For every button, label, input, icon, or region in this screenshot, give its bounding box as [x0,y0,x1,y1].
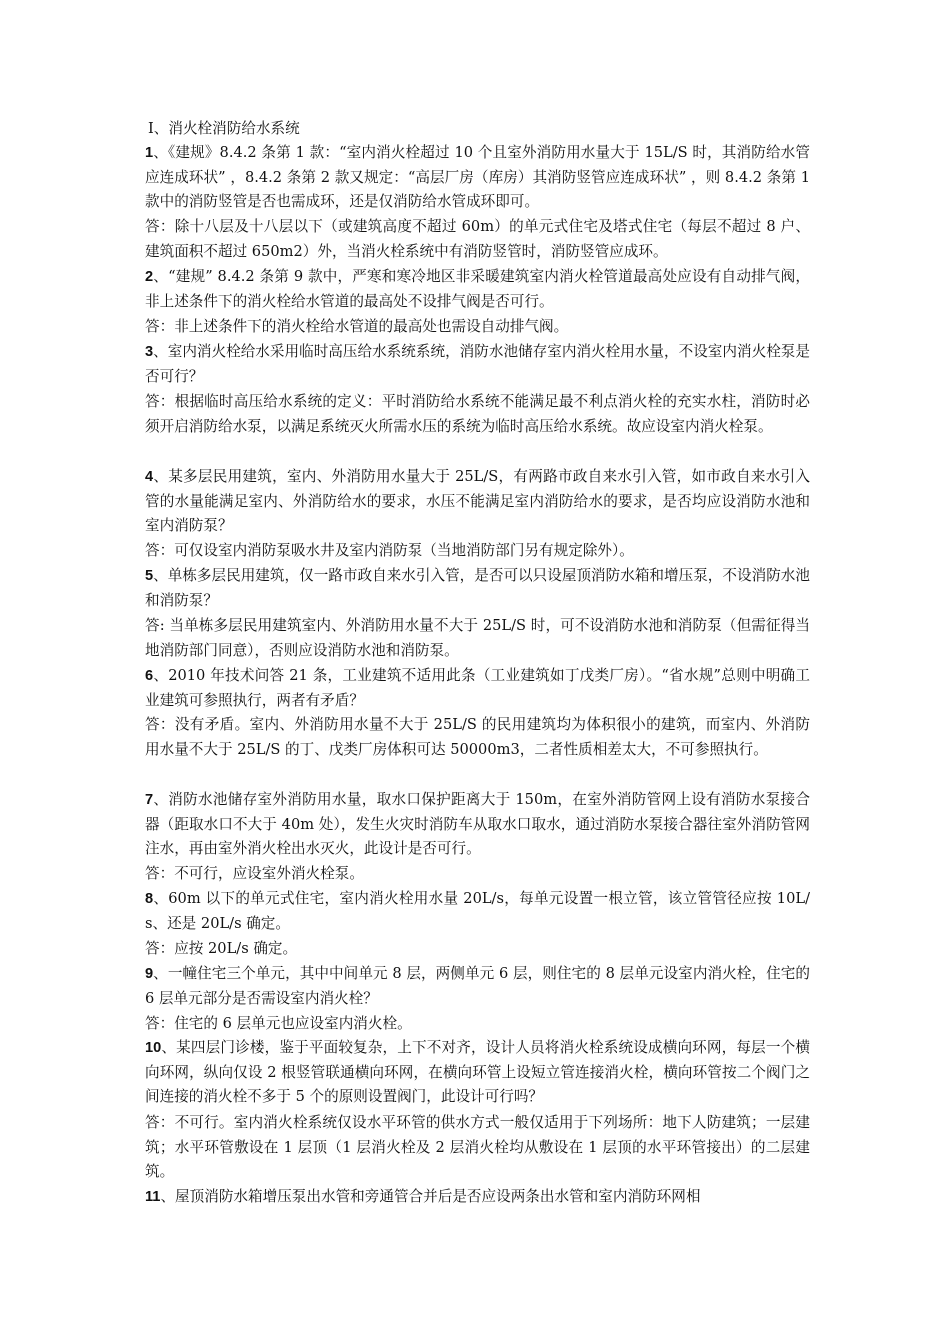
question-number: 8 [145,891,154,907]
answer-7: 答：不可行，应设室外消火栓泵。 [145,865,364,882]
question-number: 9 [145,966,154,982]
answer-6: 答：没有矛盾。室内、外消防用水量不大于 25L/S 的民用建筑均为体积很小的建筑，而室内、外消防用水量不大于 25L/S 的丁、戊类厂房体积可达 50000m3，二者性质相差太大，不可参照执行。 [145,716,810,758]
question-5 [145,564,810,613]
answer-2: 答：非上述条件下的消火栓给水管道的最高处也需设自动排气阀。 [145,318,569,335]
question-number: 5 [145,568,154,584]
question-number: 11 [145,1189,161,1205]
question-text: 、屋顶消防水箱增压泵出水管和旁通管合并后是否应设两条出水管和室内消防环网相 [160,1188,701,1205]
question-6 [145,664,810,713]
question-text: 、“建规” 8.4.2 条第 9 款中，严寒和寒冷地区非采暖建筑室内消火栓管道最高处应设有自动排气阀，非上述条件下的消火栓给水管道的最高处不设排气阀是否可行。 [145,268,810,310]
question-9 [145,962,810,1011]
question-text: 、单栋多层民用建筑，仅一路市政自来水引入管，是否可以只设屋顶消防水箱和增压泵，不设消防水池和消防泵？ [145,567,810,609]
question-number: 1 [145,145,154,161]
question-3 [145,340,810,389]
question-number: 2 [145,269,154,285]
question-11 [145,1185,810,1210]
question-text: 、60m 以下的单元式住宅，室内消火栓用水量 20L/s，每单元设置一根立管，该立管管径应按 10L/s、还是 20L/s 确定。 [145,890,810,932]
answer-10: 答：不可行。室内消火栓系统仅设水平环管的供水方式一般仅适用于下列场所：地下人防建筑；一层建筑；水平环管敷设在 1 层顶（1 层消火栓及 2 层消火栓均从敷设在 1 层顶的水平环管接出）的二层建筑。 [145,1114,810,1181]
answer-3: 答：根据临时高压给水系统的定义：平时消防给水系统不能满足最不利点消火栓的充实水柱，消防时必须开启消防给水泵，以满足系统灭火所需水压的系统为临时高压给水系统。故应设室内消火栓泵。 [145,393,810,435]
answer-9: 答：住宅的 6 层单元也应设室内消火栓。 [145,1015,412,1032]
question-number: 6 [145,668,154,684]
answer-1: 答：除十八层及十八层以下（或建筑高度不超过 60m）的单元式住宅及塔式住宅（每层不超过 8 户、建筑面积不超过 650m2）外，当消火栓系统中有消防竖管时，消防竖管应成环。 [145,218,810,260]
question-number: 10 [145,1040,162,1056]
question-text: 、某四层门诊楼，鉴于平面较复杂，上下不对齐，设计人员将消火栓系统设成横向环网，每层一个横向环网，纵向仅设 2 根竖管联通横向环网，在横向环管上设短立管连接消火栓，横向环管按二个阀门之间连接的消火栓不多于 5 个的原则设置阀门，此设计可行吗？ [145,1039,810,1106]
question-text: 、室内消火栓给水采用临时高压给水系统系统，消防水池储存室内消火栓用水量，不设室内消火栓泵是否可行？ [145,343,810,385]
question-1 [145,141,810,215]
question-text: 、消防水池储存室外消防用水量，取水口保护距离大于 150m，在室外消防管网上设有消防水泵接合器（距取水口不大于 40m 处），发生火灾时消防车从取水口取水，通过消防水泵接合器往室外消防管网注水，再由室外消火栓出水灭火，此设计是否可行。 [145,791,810,858]
question-8 [145,887,810,936]
question-text: 、某多层民用建筑，室内、外消防用水量大于 25L/S，有两路市政自来水引入管，如市政自来水引入管的水量能满足室内、外消防给水的要求，水压不能满足室内消防给水的要求，是否均应设消防水池和室内消防泵？ [145,468,810,535]
question-4 [145,465,810,539]
section-title: Ⅰ、消火栓消防给水系统 [148,120,300,137]
question-2 [145,265,810,314]
question-10 [145,1036,810,1110]
answer-5: 答: 当单栋多层民用建筑室内、外消防用水量不大于 25L/S 时，可不设消防水池和消防泵（但需征得当地消防部门同意），否则应设消防水池和消防泵。 [145,617,810,659]
question-text: 、一幢住宅三个单元，其中中间单元 8 层，两侧单元 6 层，则住宅的 8 层单元设室内消火栓，住宅的 6 层单元部分是否需设室内消火栓？ [145,965,810,1007]
answer-4: 答：可仅设室内消防泵吸水井及室内消防泵（当地消防部门另有规定除外）。 [145,542,634,559]
answer-8: 答：应按 20L/s 确定。 [145,940,298,957]
question-text: 、《建规》8.4.2 条第 1 款：“室内消火栓超过 10 个且室外消防用水量大于 15L/S 时，其消防给水管应连成环状” ，8.4.2 条第 2 款又规定：“高层厂房（库房）其消防竖管应连成环状” ，则 8.4.2 条第 1 款中的消防竖管是否也需成环，还是仅消防给水管成环即可。 [145,144,810,211]
question-number: 7 [145,792,154,808]
question-number: 3 [145,344,154,360]
question-number: 4 [145,469,154,485]
question-7 [145,788,810,862]
question-text: 、2010 年技术问答 21 条，工业建筑不适用此条（工业建筑如丁戊类厂房）。“省水规”总则中明确工业建筑可参照执行，两者有矛盾？ [145,667,810,709]
